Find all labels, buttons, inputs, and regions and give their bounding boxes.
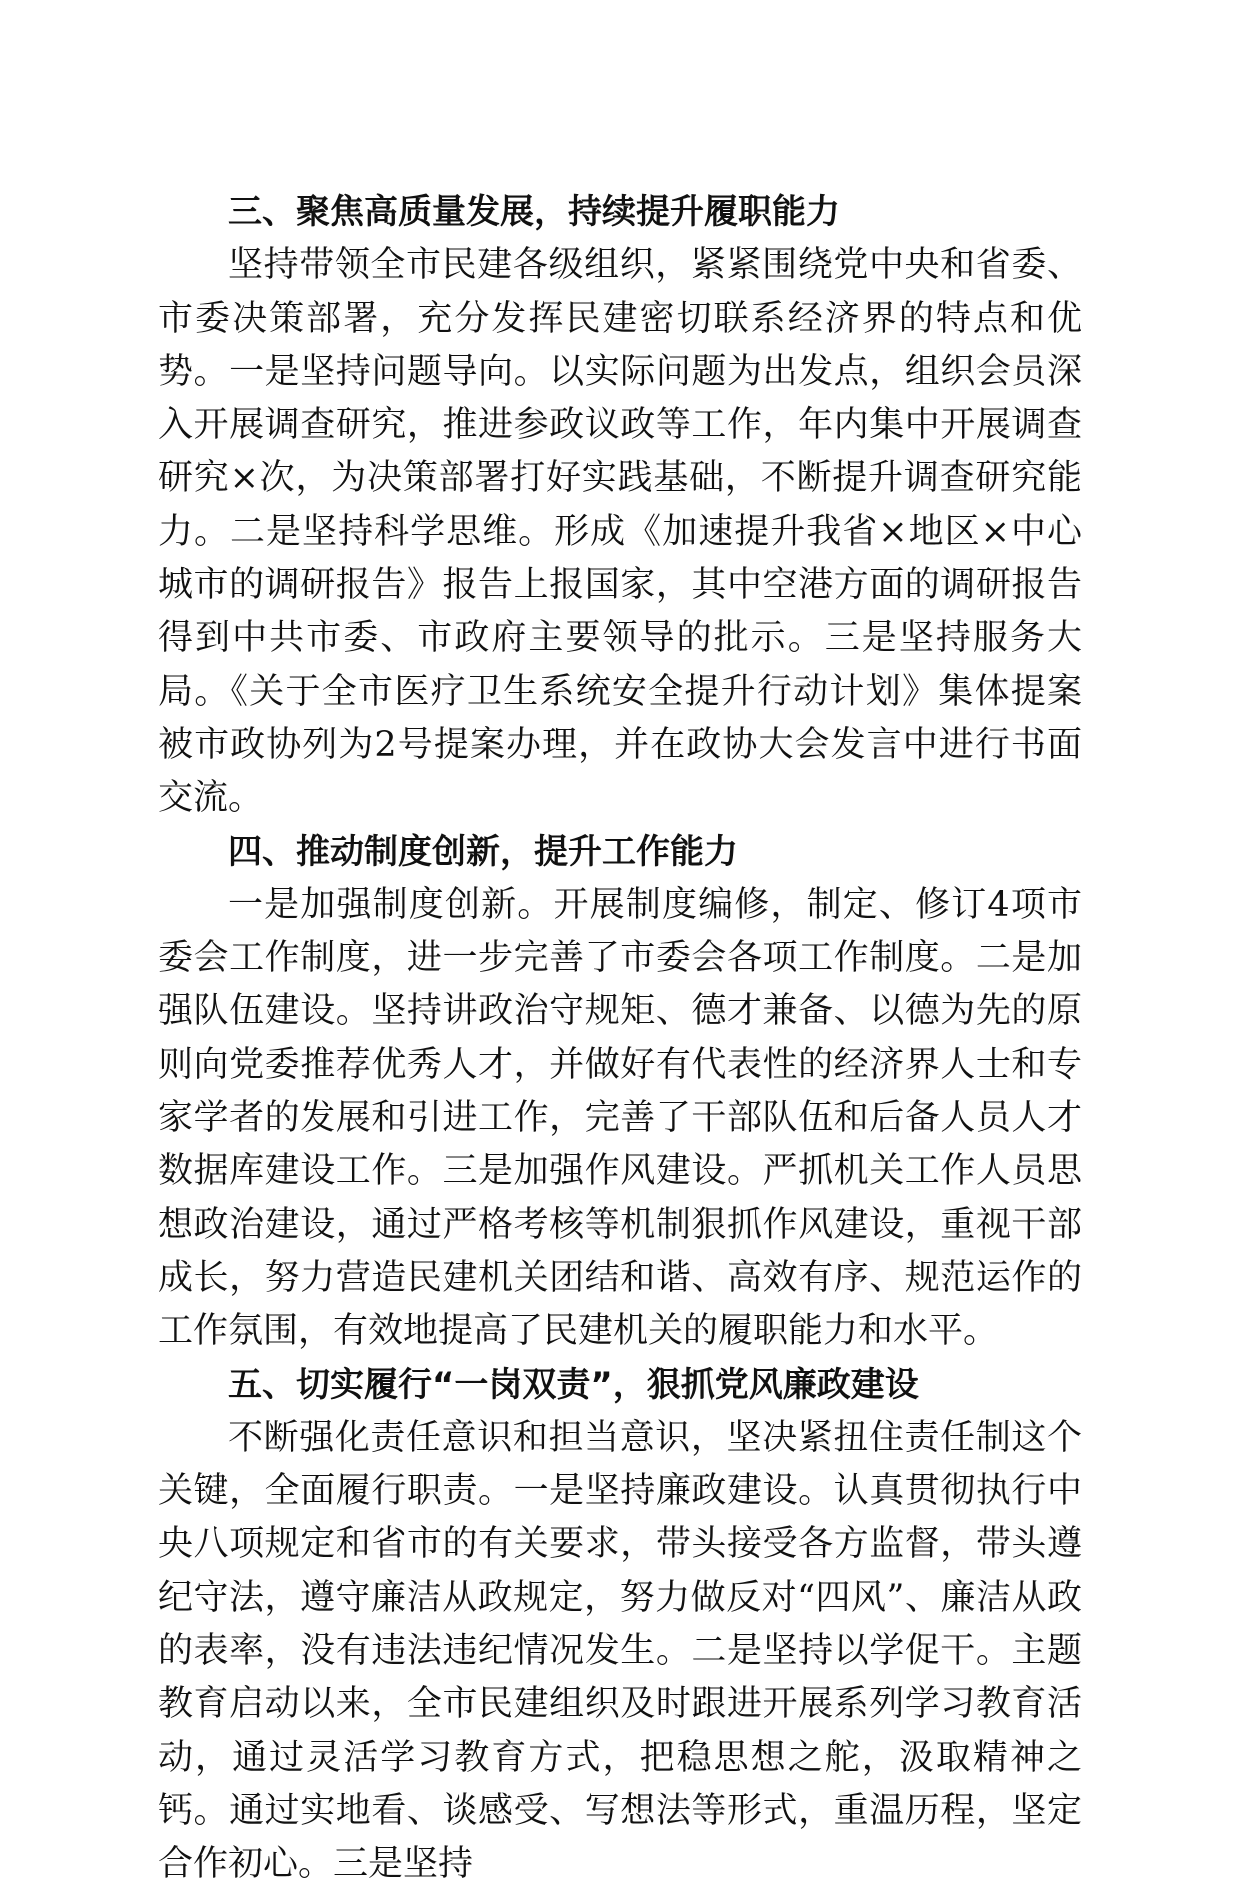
section-paragraph-3: 坚持带领全市民建各级组织，紧紧围绕党中央和省委、市委决策部署，充分发挥民建密切联系经济界的特点和优势。一是坚持问题导向。以实际问题为出发点，组织会员深入开展调查研究，推进参政议政等工作，年内集中开展调查研究×次，为决策部署打好实践基础，不断提升调查研究能力。二是坚持科学思维。形成《加速提升我省×地区×中心城市的调研报告》报告上报国家，其中空港方面的调研报告得到中共市委、市政府主要领导的批示。三是坚持服务大局。《关于全市医疗卫生系统安全提升行动计划》集体提案被市政协列为2号提案办理，并在政协大会发言中进行书面交流。 [158,245,1082,819]
section-paragraph-5: 不断强化责任意识和担当意识，坚决紧扭住责任制这个关键，全面履行职责。一是坚持廉政建设。认真贯彻执行中央八项规定和省市的有关要求，带头接受各方监督，带头遵纪守法，遵守廉洁从政规定，努力做反对“四风”、廉洁从政的表率，没有违法违纪情况发生。二是坚持以学促干。主题教育启动以来，全市民建组织及时跟进开展系列学习教育活动，通过灵活学习教育方式，把稳思想之舵，汲取精神之钙。通过实地看、谈感受、写想法等形式，重温历程，坚定合作初心。三是坚持 [158,1417,1082,1885]
section-heading-3: 三、聚焦高质量发展，持续提升履职能力 [228,192,840,232]
section-heading-4: 四、推动制度创新，提升工作能力 [228,831,738,872]
section-heading-5: 五、切实履行“一岗双责”，狠抓党风廉政建设 [228,1364,919,1405]
section-paragraph-4: 一是加强制度创新。开展制度编修，制定、修订4项市委会工作制度，进一步完善了市委会各项工作制度。二是加强队伍建设。坚持讲政治守规矩、德才兼备、以德为先的原则向党委推荐优秀人才，并做好有代表性的经济界人士和专家学者的发展和引进工作，完善了干部队伍和后备人员人才数据库建设工作。三是加强作风建设。严抓机关工作人员思想政治建设，通过严格考核等机制狠抓作风建设，重视干部成长，努力营造民建机关团结和谐、高效有序、规范运作的工作氛围，有效地提高了民建机关的履职能力和水平。 [158,884,1082,1352]
document-body [158,186,1082,1892]
